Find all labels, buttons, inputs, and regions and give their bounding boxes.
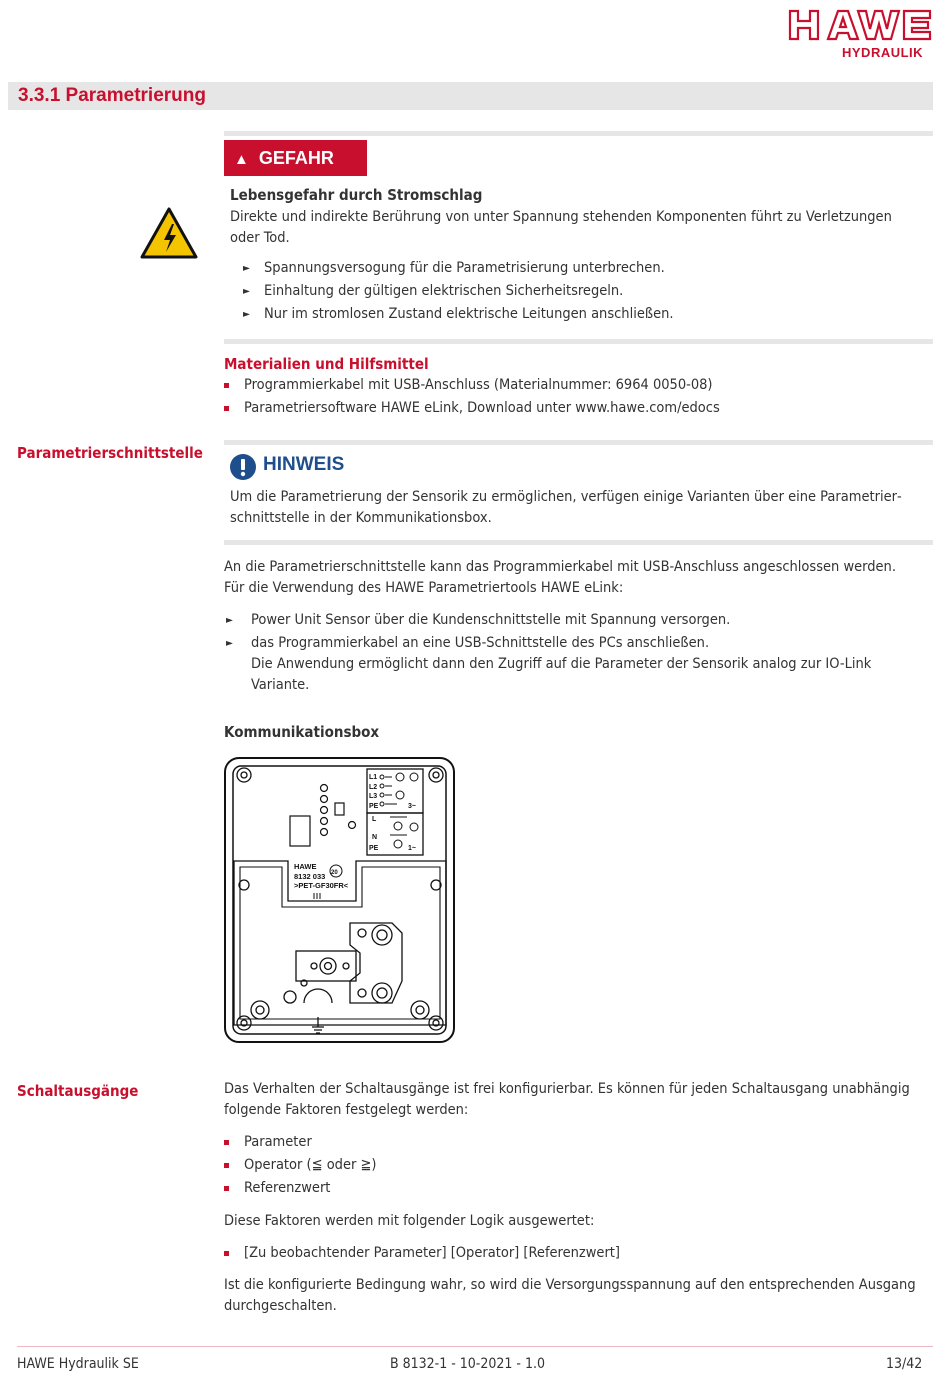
terminal-l2: L2 — [369, 784, 378, 791]
notice-label: HINWEIS — [263, 454, 345, 475]
plate-circle-number: 20 — [331, 870, 338, 876]
list-item: Operator (≦ oder ≧) — [224, 1155, 924, 1176]
danger-steps-list — [230, 258, 920, 327]
step-result: Die Anwendung ermöglicht dann den Zugriff auf die Parameter der Sensorik analog zur IO-Link Variante. — [251, 656, 872, 693]
param-steps-list — [224, 610, 924, 698]
danger-bottom-rule — [224, 339, 933, 344]
list-item: Parametriersoftware HAWE eLink, Download unter www.hawe.com/edocs — [224, 398, 924, 419]
notice-top-rule — [224, 440, 933, 445]
hawe-logo-mark — [788, 8, 934, 42]
outputs-para3: Ist die konfigurierte Bedingung wahr, so wird die Versorgungsspannung auf den entsprechenden Ausgang durchgeschalten. — [224, 1277, 916, 1314]
footer-rule — [17, 1346, 933, 1347]
logo-subtitle: HYDRAULIK — [842, 45, 924, 60]
danger-label — [224, 140, 367, 176]
list-item: Programmierkabel mit USB-Anschluss (Materialnummer: 6964 0050-08) — [224, 375, 924, 396]
plate-code: >PET-GF30FR< — [294, 881, 349, 890]
figure-title: Kommunikationsbox — [224, 723, 380, 741]
terminal-l3: L3 — [369, 793, 378, 800]
communication-box-drawing — [222, 755, 458, 1045]
materials-heading: Materialien und Hilfsmittel — [224, 355, 429, 373]
plate-part: 8132 033 — [294, 872, 326, 881]
section-title: 3.3.1 Parametrierung — [18, 85, 206, 106]
terminal-l1: L1 — [369, 774, 378, 781]
outputs-para2: Diese Faktoren werden mit folgender Logik ausgewertet: — [224, 1213, 595, 1229]
list-item: ► Spannungsversogung für die Parametrisierung unterbrechen. — [230, 258, 920, 279]
footer-company: HAWE Hydraulik SE — [17, 1356, 139, 1372]
list-item: ► Nur im stromlosen Zustand elektrische Leitungen anschließen. — [230, 304, 920, 325]
list-item: Parameter — [224, 1132, 924, 1153]
danger-top-rule — [224, 131, 933, 136]
logic-list — [224, 1243, 924, 1266]
factors-list — [224, 1132, 924, 1201]
plate-hawe: HAWE — [294, 862, 317, 871]
danger-text: Direkte und indirekte Berührung von unter Spannung stehenden Komponenten führt zu Verletzungen oder Tod. — [230, 209, 892, 246]
list-item: [Zu beobachtender Parameter] [Operator] [Referenzwert] — [224, 1243, 924, 1264]
terminal-l: L — [372, 816, 377, 823]
notice-text: Um die Parametrierung der Sensorik zu ermöglichen, verfügen einige Varianten über eine Parametrierschnittstelle in der Kommunikationsbox. — [230, 489, 902, 526]
footer-page-number: 13/42 — [886, 1356, 923, 1372]
warning-triangle-icon: ▲ — [234, 151, 249, 168]
terminal-3phase: 3~ — [408, 803, 416, 810]
hawe-logo — [788, 8, 934, 58]
terminal-n: N — [372, 834, 378, 841]
notice-bottom-rule — [224, 540, 933, 545]
param-para2: Für die Verwendung des HAWE Parametriertools HAWE eLink: — [224, 580, 624, 596]
list-item — [224, 633, 924, 696]
danger-heading: Lebensgefahr durch Stromschlag — [230, 186, 483, 204]
exclamation-notice-icon — [229, 453, 257, 481]
terminal-pe: PE — [369, 803, 379, 810]
param-interface-side-heading: Parametrierschnittstelle — [17, 444, 203, 462]
list-item: ► Einhaltung der gültigen elektrischen Sicherheitsregeln. — [230, 281, 920, 302]
step-text: das Programmierkabel an eine USB-Schnittstelle des PCs anschließen. — [251, 635, 710, 651]
param-para1: An die Parametrierschnittstelle kann das Programmierkabel mit USB-Anschluss angeschlossen werden. — [224, 559, 896, 575]
terminal-pe2: PE — [369, 845, 379, 852]
danger-label-text: GEFAHR — [258, 148, 334, 168]
list-item: Referenzwert — [224, 1178, 924, 1199]
list-item: ► Power Unit Sensor über die Kundenschnittstelle mit Spannung versorgen. — [224, 610, 924, 631]
outputs-para1: Das Verhalten der Schaltausgänge ist frei konfigurierbar. Es können für jeden Schaltausgang unabhängig folgende Faktoren festgelegt werden: — [224, 1081, 910, 1118]
electric-shock-warning-icon — [139, 206, 199, 260]
outputs-side-heading: Schaltausgänge — [17, 1082, 139, 1100]
materials-list — [224, 375, 924, 421]
footer-doc-number: B 8132-1 - 10-2021 - 1.0 — [390, 1356, 545, 1372]
terminal-1phase: 1~ — [408, 845, 416, 852]
